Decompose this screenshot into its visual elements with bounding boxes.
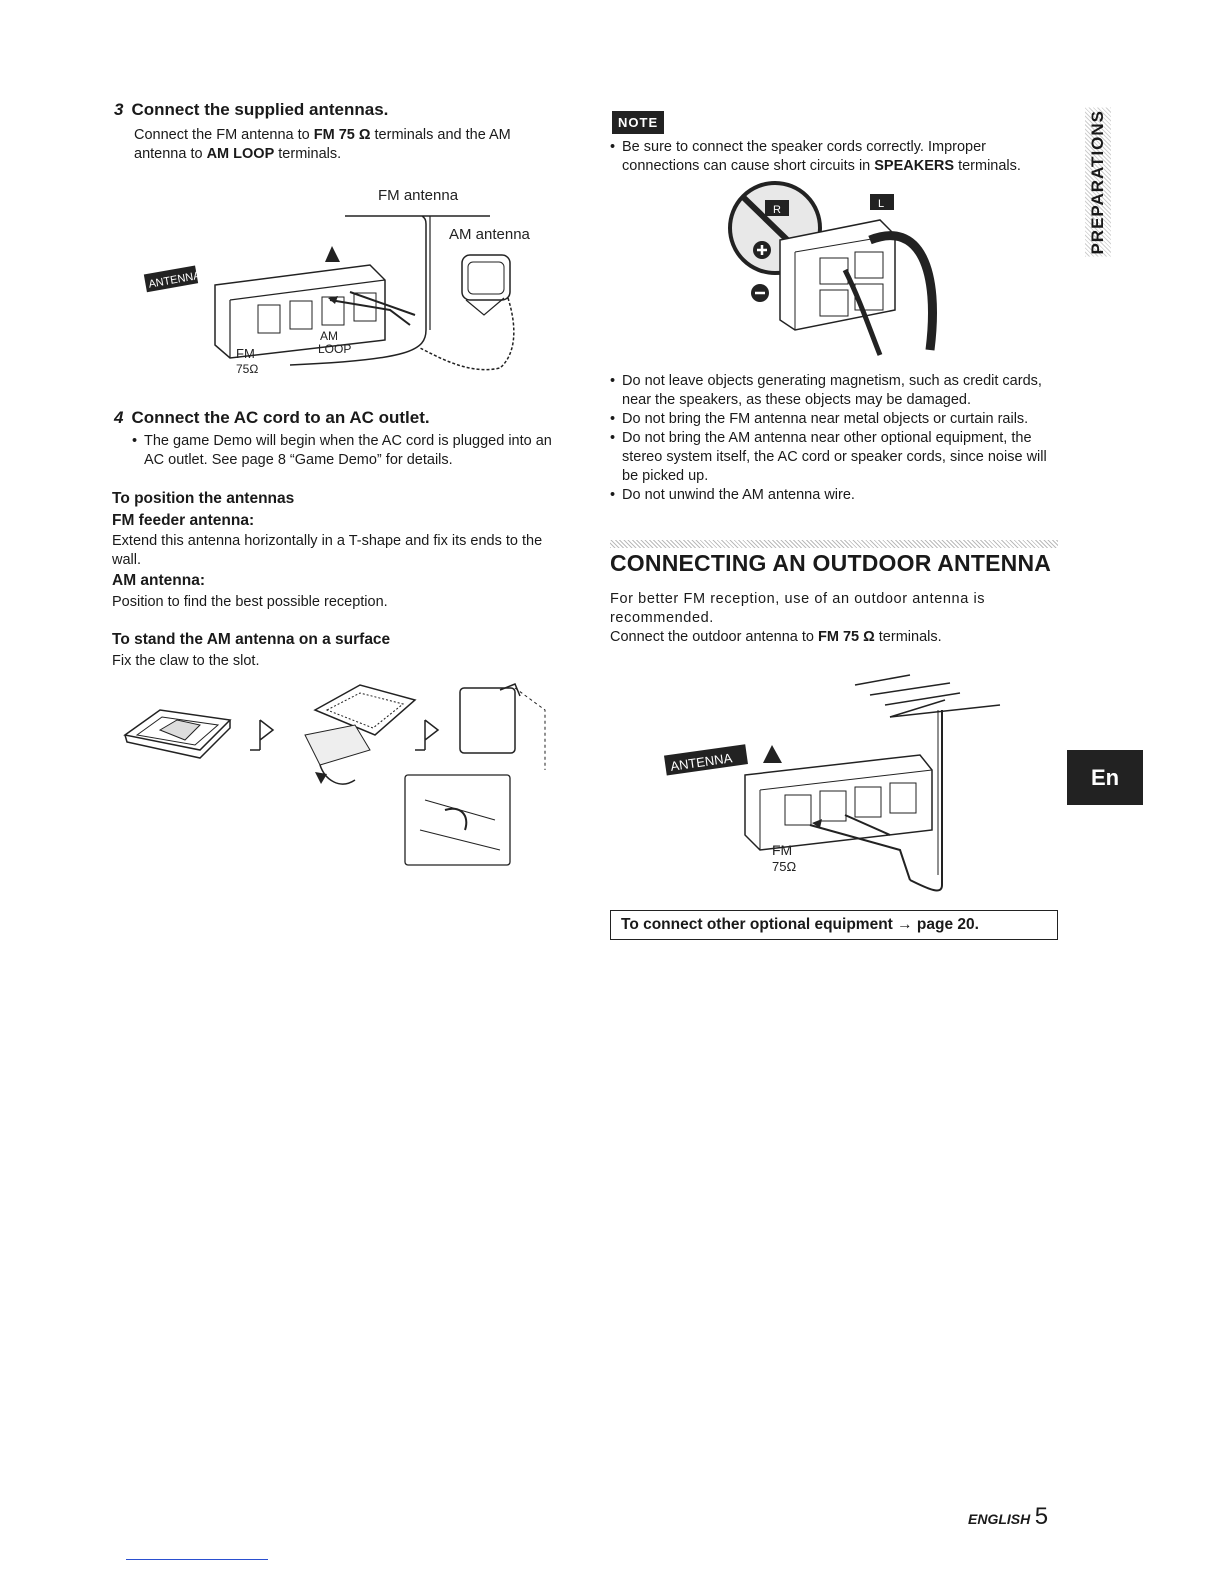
note-first-bullet-list bbox=[610, 138, 1058, 176]
step-3-heading bbox=[114, 100, 388, 120]
fm-antenna-label: FM antenna bbox=[378, 187, 459, 204]
step-4-bullets bbox=[132, 432, 562, 470]
outdoor-antenna-badge: ANTENNA bbox=[669, 750, 734, 774]
stand-heading: To stand the AM antenna on a surface bbox=[112, 631, 391, 648]
outdoor-text-2b: terminals. bbox=[874, 629, 942, 645]
am-antenna-heading: AM antenna: bbox=[112, 572, 205, 589]
speaker-left-label: L bbox=[878, 198, 885, 210]
outdoor-fm-label: FM bbox=[772, 842, 793, 858]
outdoor-ohm-label: 75Ω bbox=[772, 859, 797, 874]
fm-feeder-text: Extend this antenna horizontally in a T-shape and fix its ends to the wall. bbox=[112, 533, 543, 568]
stand-text: Fix the claw to the slot. bbox=[112, 653, 260, 669]
note-bullet: • Do not bring the FM antenna near metal objects or curtain rails. bbox=[610, 410, 1058, 429]
speaker-terminal-figure bbox=[720, 180, 950, 360]
step-3-text-c: terminals. bbox=[274, 146, 342, 162]
position-heading: To position the antennas bbox=[112, 490, 295, 507]
step-3-body bbox=[134, 126, 564, 164]
step-4-bullet: • The game Demo will begin when the AC cord is plugged into an AC outlet. See page 8 “Game Demo” for details. bbox=[132, 432, 562, 470]
am-antenna-text: Position to find the best possible reception. bbox=[112, 594, 388, 610]
am-antenna-standing-icon bbox=[405, 684, 545, 865]
outdoor-text-2a: Connect the outdoor antenna to bbox=[610, 629, 818, 645]
loop-partial-label: LOOP bbox=[318, 342, 352, 356]
step-3-title: Connect the supplied antennas. bbox=[131, 100, 389, 119]
step-4-number: 4 bbox=[114, 408, 124, 427]
fm-feeder-heading: FM feeder antenna: bbox=[112, 512, 255, 529]
am-antenna-claw-icon bbox=[305, 685, 415, 784]
note-first-bullet bbox=[610, 138, 1058, 176]
antenna-connection-figure bbox=[140, 180, 560, 380]
fm-terminal-label: FM bbox=[236, 346, 255, 361]
step-3-text-a: Connect the FM antenna to bbox=[134, 127, 314, 143]
note-bullets bbox=[610, 372, 1058, 505]
step-3-am-terminal: AM LOOP bbox=[206, 146, 275, 162]
step-4-title: Connect the AC cord to an AC outlet. bbox=[131, 408, 430, 427]
note-first-text-a: Be sure to connect the speaker cords correctly. Improper connections can cause short circuits in bbox=[622, 139, 987, 174]
preparations-side-label: PREPARATIONS bbox=[1085, 108, 1111, 257]
outdoor-text-1: For better FM reception, use of an outdoor antenna is recommended. bbox=[610, 591, 986, 626]
outdoor-stereo-unit-icon bbox=[745, 755, 932, 850]
section-divider bbox=[610, 540, 1058, 548]
ohm-label: 75Ω bbox=[236, 362, 259, 376]
step-3-text-b: terminals and the AM antenna to bbox=[134, 127, 511, 162]
outdoor-antenna-title: CONNECTING AN OUTDOOR ANTENNA bbox=[610, 550, 1052, 576]
outdoor-text-2 bbox=[610, 628, 1058, 647]
footer-page-number: 5 bbox=[1034, 1503, 1049, 1530]
note-speakers-term: SPEAKERS bbox=[874, 158, 955, 174]
am-antenna-stand-figure bbox=[115, 680, 560, 870]
note-badge: NOTE bbox=[612, 111, 664, 134]
speaker-right-label: R bbox=[773, 204, 781, 216]
bottom-rule bbox=[126, 1559, 268, 1560]
antenna-badge: ANTENNA bbox=[147, 269, 202, 291]
reference-box: To connect other optional equipment → page 20. bbox=[610, 910, 1058, 940]
note-first-text-b: terminals. bbox=[954, 158, 1021, 174]
footer-language: ENGLISH bbox=[968, 1511, 1031, 1527]
arrow-icon-2 bbox=[415, 720, 438, 750]
step-4-heading bbox=[114, 408, 430, 428]
am-antenna-flat-icon bbox=[125, 710, 230, 758]
page-footer bbox=[968, 1503, 1048, 1531]
note-bullet: • Do not bring the AM antenna near other optional equipment, the stereo system itself, the AC cord or speaker cords, since noise will be picked up. bbox=[610, 429, 1058, 486]
am-partial-label: AM bbox=[320, 329, 338, 343]
note-bullet: • Do not unwind the AM antenna wire. bbox=[610, 486, 1058, 505]
note-bullet: • Do not leave objects generating magnetism, such as credit cards, near the speakers, as these objects may be damaged. bbox=[610, 372, 1058, 410]
step-3-fm-terminal: FM 75 Ω bbox=[313, 127, 371, 143]
stereo-unit-icon bbox=[215, 265, 385, 358]
am-antenna-label: AM antenna bbox=[449, 226, 530, 243]
outdoor-fm-terminal: FM 75 Ω bbox=[818, 629, 875, 645]
step-3-number: 3 bbox=[114, 100, 124, 119]
arrow-icon bbox=[250, 720, 273, 750]
outdoor-antenna-figure bbox=[660, 665, 1010, 895]
language-tab: En bbox=[1067, 750, 1143, 805]
